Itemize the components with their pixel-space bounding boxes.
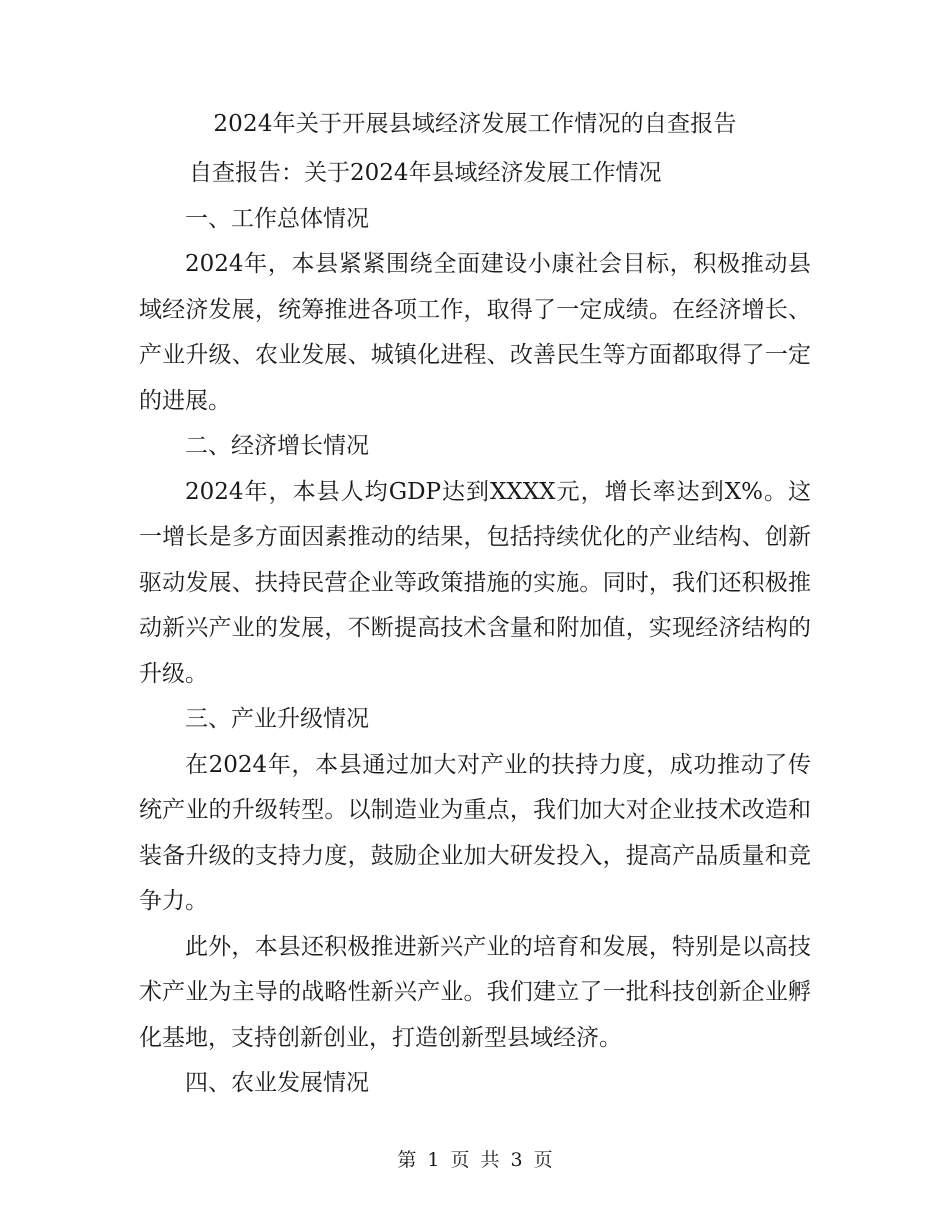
- paragraph-emerging-industry: 此外，本县还积极推进新兴产业的培育和发展，特别是以高技术产业为主导的战略性新兴产业。我们建立了一批科技创新企业孵化基地，支持创新创业，打造创新型县域经济。: [139, 933, 811, 1051]
- section-heading-agriculture: 四、农业发展情况: [185, 1070, 369, 1096]
- paragraph-economic-growth: 2024年，本县人均GDP达到XXXX元，增长率达到X%。这一增长是多方面因素推动的结果，包括持续优化的产业结构、创新驱动发展、扶持民营企业等政策措施的实施。同时，我们还积极推动新兴产业的发展，不断提高技术含量和附加值，实现经济结构的升级。: [139, 478, 811, 687]
- section-heading-industry-upgrade: 三、产业升级情况: [185, 706, 369, 732]
- paragraph-industry-upgrade: 在2024年，本县通过加大对产业的扶持力度，成功推动了传统产业的升级转型。以制造业为重点，我们加大对企业技术改造和装备升级的支持力度，鼓励企业加大研发投入，提高产品质量和竞争力。: [139, 751, 811, 914]
- paragraph-overall: 2024年，本县紧紧围绕全面建设小康社会目标，积极推动县域经济发展，统筹推进各项工作，取得了一定成绩。在经济增长、产业升级、农业发展、城镇化进程、改善民生等方面都取得了一定的进展。: [139, 251, 811, 414]
- document-title: 2024年关于开展县域经济发展工作情况的自查报告: [213, 111, 737, 137]
- section-heading-overall: 一、工作总体情况: [185, 205, 369, 232]
- section-heading-economic-growth: 二、经济增长情况: [185, 433, 369, 459]
- report-subtitle: 自查报告：关于2024年县域经济发展工作情况: [189, 160, 662, 186]
- document-body: [139, 151, 811, 1107]
- page-number: 第 1 页 共 3 页: [397, 1149, 553, 1171]
